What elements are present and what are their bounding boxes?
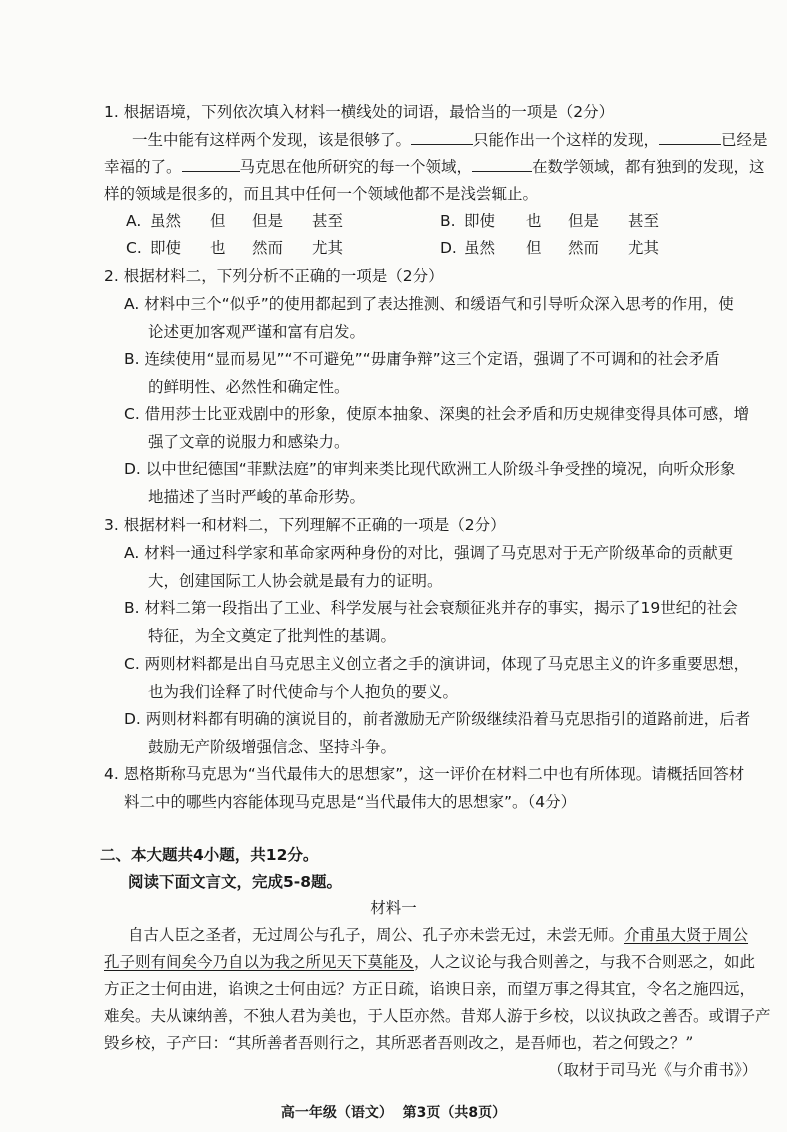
- q1-text: 马克思在他所研究的每一个领域，: [239, 158, 473, 176]
- option-word: 甚至: [312, 212, 344, 230]
- q2-option-d-cont: 地描述了当时严峻的革命形势。: [148, 488, 366, 506]
- fill-blank-1: [411, 130, 473, 145]
- q2-option-a-cont: 论述更加客观严谨和富有启发。: [148, 323, 366, 341]
- q4-line-1: 4. 恩格斯称马克思为“当代最伟大的思想家”，这一评价在材料二中也有所体现。请概括回答材: [104, 765, 745, 783]
- underlined-text: 孔子则有间矣今乃自以为我之所见天下莫能及: [104, 953, 415, 971]
- q3-option-b-cont: 特征，为全文奠定了批判性的基调。: [148, 627, 397, 645]
- q3-option-a-cont: 大，创建国际工人协会就是最有力的证明。: [148, 572, 443, 590]
- q3-title: 3. 根据材料一和材料二，下列理解不正确的一项是（2分）: [104, 516, 506, 534]
- classical-line-1: [128, 925, 748, 945]
- underlined-text: 介甫虽大贤于周公: [624, 926, 749, 944]
- option-word: 但: [526, 239, 542, 257]
- option-word: 即使: [150, 239, 182, 257]
- q1-text: 只能作出一个这样的发现，: [473, 131, 660, 149]
- q1-title: 1. 根据语境，下列依次填入材料一横线处的词语，最恰当的一项是（2分）: [104, 103, 615, 121]
- option-word: 即使: [464, 212, 496, 230]
- option-letter: C.: [126, 239, 142, 257]
- q3-option-c-cont: 也为我们诠释了时代使命与个人抱负的要义。: [148, 683, 459, 701]
- q1-passage-line-3: 样的领域是很多的，而且其中任何一个领域他都不是浅尝辄止。: [104, 185, 539, 203]
- q1-text: 在数学领域，都有独到的发现，这: [532, 158, 765, 176]
- classical-text: 自古人臣之圣者，无过周公与孔子，周公、孔子亦未尝无过，未尝无师。: [128, 926, 625, 944]
- page-footer: 高一年级（语文） 第3页（共8页）: [280, 1105, 507, 1121]
- classical-line-3: 方正之士何由进，谄谀之士何由远？方正日疏，谄谀日亲，而望万事之得其宜，令名之施四远，: [104, 980, 756, 998]
- fill-blank-3: [182, 157, 240, 172]
- option-word: 也: [526, 212, 542, 230]
- classical-line-4: 难矣。夫从谏纳善，不独人君为美也，于人臣亦然。昔郑人游于乡校，以议执政之善否。或谓子产: [104, 1007, 771, 1025]
- option-word: 然而: [252, 239, 284, 257]
- q3-option-b[interactable]: B. 材料二第一段指出了工业、科学发展与社会衰颓征兆并存的事实，揭示了19世纪的社会: [124, 599, 738, 617]
- option-letter: D.: [440, 239, 457, 257]
- q2-option-c[interactable]: C. 借用莎士比亚戏剧中的形象，使原本抽象、深奥的社会矛盾和历史规律变得具体可感，增: [124, 405, 750, 423]
- q3-option-a[interactable]: A. 材料一通过科学家和革命家两种身份的对比，强调了马克思对于无产阶级革命的贡献更: [124, 544, 734, 562]
- option-word: 尤其: [628, 239, 660, 257]
- q2-option-b-cont: 的鲜明性、必然性和确定性。: [148, 378, 350, 396]
- q2-option-c-cont: 强了文章的说服力和感染力。: [148, 433, 350, 451]
- option-word: 然而: [568, 239, 600, 257]
- q2-title: 2. 根据材料二，下列分析不正确的一项是（2分）: [104, 267, 444, 285]
- option-word: 但是: [252, 212, 284, 230]
- option-word: 甚至: [628, 212, 660, 230]
- option-word: 虽然: [150, 212, 182, 230]
- q1-text: 一生中能有这样两个发现，该是很够了。: [132, 131, 412, 149]
- material-one-title: 材料一: [370, 899, 417, 917]
- option-word: 尤其: [312, 239, 344, 257]
- option-word: 也: [210, 239, 226, 257]
- option-letter: A.: [126, 212, 142, 230]
- section-2-instruction: 阅读下面文言文，完成5-8题。: [128, 873, 343, 891]
- fill-blank-2: [659, 130, 721, 145]
- q3-option-d[interactable]: D. 两则材料都有明确的演说目的，前者激励无产阶级继续沿着马克思指引的道路前进，后者: [124, 710, 751, 728]
- fill-blank-4: [472, 157, 532, 172]
- q2-option-d[interactable]: D. 以中世纪德国“菲默法庭”的审判来类比现代欧洲工人阶级斗争受挫的境况，向听众形象: [124, 460, 736, 478]
- q2-option-b[interactable]: B. 连续使用“显而易见”“不可避免”“毋庸争辩”这三个定语，强调了不可调和的社会矛盾: [124, 350, 720, 368]
- section-2-heading: 二、本大题共4小题，共12分。: [100, 846, 319, 864]
- q2-option-a[interactable]: A. 材料中三个“似乎”的使用都起到了表达推测、和缓语气和引导听众深入思考的作用，使: [124, 295, 734, 313]
- classical-line-2: [104, 952, 755, 972]
- q1-text: 幸福的了。: [104, 158, 182, 176]
- q3-option-d-cont: 鼓励无产阶级增强信念、坚持斗争。: [148, 738, 397, 756]
- q1-text: 已经是: [721, 131, 768, 149]
- source-citation: （取材于司马光《与介甫书》）: [548, 1061, 758, 1079]
- option-word: 但: [210, 212, 226, 230]
- classical-line-5: 毁乡校，子产曰：“其所善者吾则行之，其所恶者吾则改之，是吾师也，若之何毁之？”: [104, 1034, 694, 1052]
- q1-passage-line-2: [104, 157, 765, 177]
- option-word: 但是: [568, 212, 600, 230]
- q3-option-c[interactable]: C. 两则材料都是出自马克思主义创立者之手的演讲词，体现了马克思主义的许多重要思想，: [124, 655, 750, 673]
- q1-passage-line-1: [132, 130, 768, 150]
- option-letter: B.: [440, 212, 456, 230]
- q4-line-2: 料二中的哪些内容能体现马克思是“当代最伟大的思想家”。（4分）: [124, 793, 577, 811]
- option-word: 虽然: [464, 239, 496, 257]
- classical-text: ，人之议论与我合则善之，与我不合则恶之，如此: [414, 953, 756, 971]
